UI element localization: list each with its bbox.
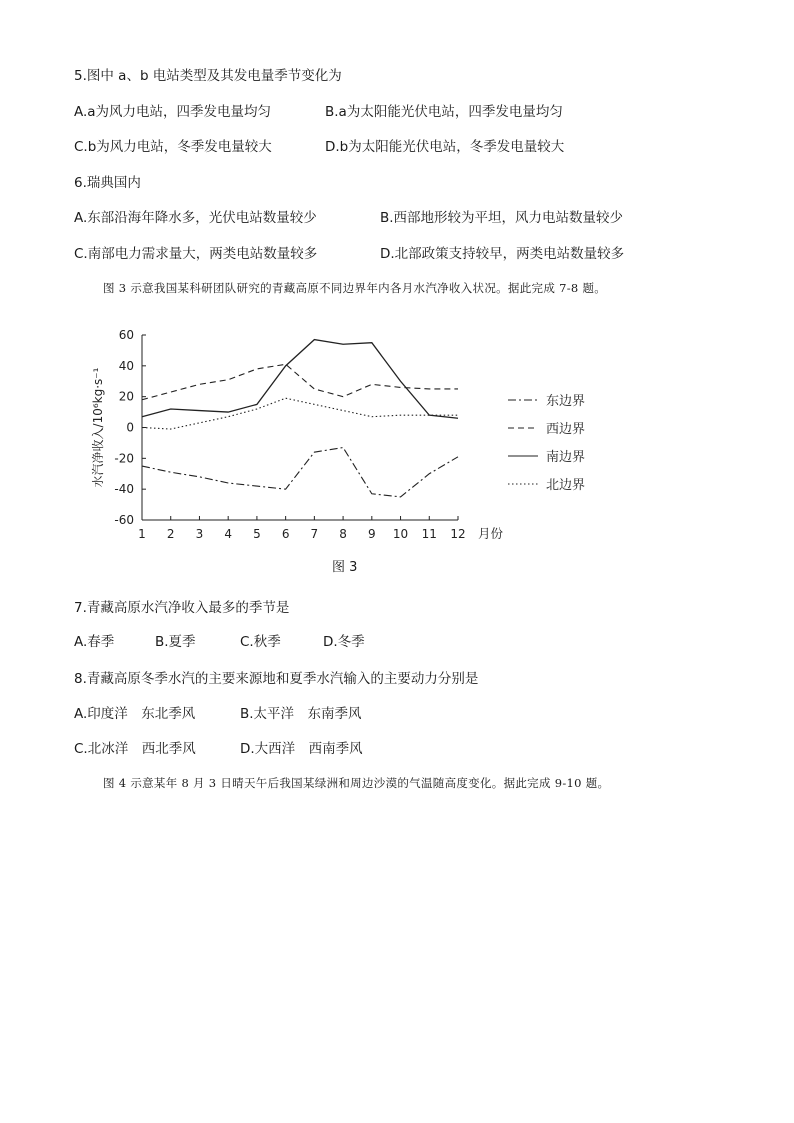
series-line-1 [142,448,458,497]
question-8-stem: 8.青藏高原冬季水汽的主要来源地和夏季水汽输入的主要动力分别是 [74,671,479,687]
x-tick-label: 12 [450,527,466,541]
y-tick-label: 60 [118,328,134,342]
question-6-stem: 6.瑞典国内 [74,175,141,191]
x-tick-label: 11 [421,527,437,541]
y-tick-label: -40 [114,482,134,497]
figure-3-intro: 图 3 示意我国某科研团队研究的青藏高原不同边界年内各月水汽净收入状况。据此完成 7-8 题。 [103,281,607,295]
question-8-option-c: C.北冰洋 西北季风 [74,741,196,757]
figure-4-intro: 图 4 示意某年 8 月 3 日晴天午后我国某绿洲和周边沙漠的气温随高度变化。据此完成 9-10 题。 [103,776,610,790]
x-tick-label: 1 [138,527,146,541]
figure-3-chart [0,320,794,550]
question-7-option-c: C.秋季 [240,634,281,650]
question-5-stem: 5.图中 a、b 电站类型及其发电量季节变化为 [74,68,342,84]
legend-label-1: 东边界 [546,394,586,409]
question-6-option-d: D.北部政策支持较早，两类电站数量较多 [380,246,625,262]
series-line-3 [142,340,458,419]
series-line-4 [142,398,458,429]
question-6-option-c: C.南部电力需求量大，两类电站数量较多 [74,246,318,262]
y-tick-label: -60 [114,513,134,527]
series-line-2 [142,364,458,399]
x-tick-label: 6 [281,527,290,541]
x-tick-label: 8 [339,527,347,541]
y-tick-label: 40 [118,358,134,373]
x-tick-label: 2 [166,527,175,541]
question-8-option-b: B.太平洋 东南季风 [240,706,362,722]
question-6-option-a: A.东部沿海年降水多，光伏电站数量较少 [74,210,317,226]
x-tick-label: 4 [224,527,233,541]
question-7-option-a: A.春季 [74,634,115,650]
question-5-option-c: C.b为风力电站，冬季发电量较大 [74,139,272,155]
y-tick-label: 20 [118,389,134,404]
x-tick-label: 10 [392,527,409,541]
y-tick-label: 0 [126,420,134,435]
x-tick-label: 7 [310,527,319,541]
figure-3-caption: 图 3 [332,560,358,575]
y-tick-label: -20 [114,451,134,466]
question-7-stem: 7.青藏高原水汽净收入最多的季节是 [74,600,290,616]
question-7-option-b: B.夏季 [155,634,196,650]
question-5-option-a: A.a为风力电站，四季发电量均匀 [74,104,272,120]
question-5-option-b: B.a为太阳能光伏电站，四季发电量均匀 [325,104,563,120]
question-5-option-d: D.b为太阳能光伏电站，冬季发电量较大 [325,139,565,155]
question-8-option-a: A.印度洋 东北季风 [74,706,196,722]
legend-label-3: 南边界 [546,450,586,465]
x-tick-label: 3 [195,527,204,541]
legend-label-4: 北边界 [546,478,586,493]
x-tick-label: 5 [253,527,261,541]
x-tick-label: 9 [367,527,376,541]
question-6-option-b: B.西部地形较为平坦，风力电站数量较少 [380,210,624,226]
question-7-option-d: D.冬季 [323,634,365,650]
question-8-option-d: D.大西洋 西南季风 [240,741,363,757]
legend-label-2: 西边界 [546,422,586,437]
y-axis-label: 水汽净收入/10⁶kg·s⁻¹ [91,367,105,488]
x-axis-label: 月份 [478,526,504,541]
